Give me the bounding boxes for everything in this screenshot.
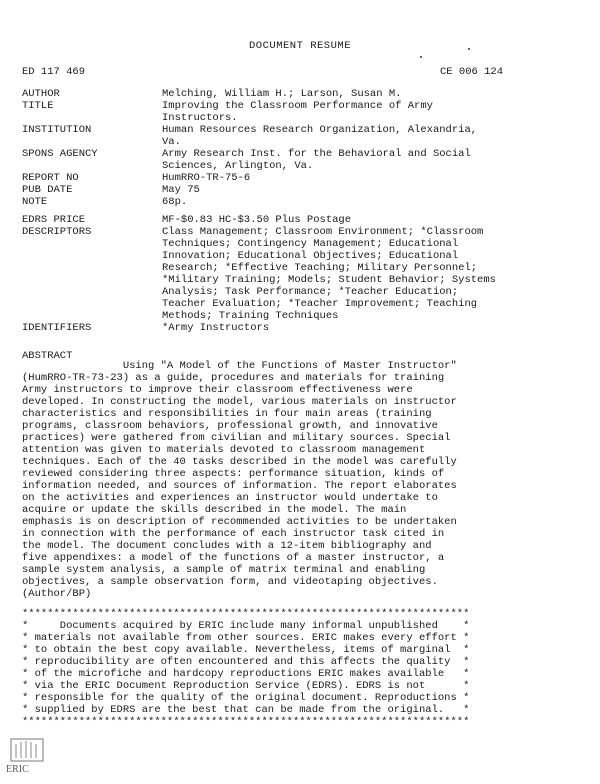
field-value-line: Improving the Classroom Performance of Army bbox=[162, 100, 433, 112]
abstract-line: practices) were gathered from civilian and military sources. Special bbox=[22, 432, 451, 444]
field-value bbox=[162, 184, 582, 196]
document-title: DOCUMENT RESUME bbox=[248, 40, 351, 52]
abstract-body bbox=[22, 360, 562, 600]
field-key: AUTHOR bbox=[22, 88, 60, 100]
abstract-label: ABSTRACT bbox=[22, 350, 73, 362]
field-value-line: Class Management; Classroom Environment; *Classroom bbox=[162, 226, 484, 238]
field-row bbox=[22, 214, 582, 226]
abstract-line: objectives, a sample observation form, and videotaping objectives. bbox=[22, 576, 438, 588]
abstract-line: emphasis is on description of recommended activities to be undertaken bbox=[22, 516, 457, 528]
abstract-line: sample system analysis, a sample of matrix terminal and enabling bbox=[22, 564, 426, 576]
metadata-fields bbox=[22, 88, 582, 334]
field-row bbox=[22, 124, 582, 148]
field-value bbox=[162, 100, 582, 124]
field-value bbox=[162, 322, 582, 334]
field-row bbox=[22, 196, 582, 208]
abstract-line: programs, classroom behaviors, professional growth, and innovative bbox=[22, 420, 438, 432]
abstract-line: five appendixes: a model of the functions of a master instructor, a bbox=[22, 552, 445, 564]
abstract-line: characteristics and responsibilities in four main areas (training bbox=[22, 408, 432, 420]
field-key: DESCRIPTORS bbox=[22, 226, 92, 238]
field-key: NOTE bbox=[22, 196, 48, 208]
abstract-line: acquire or update the skills described in the model. The main bbox=[22, 504, 407, 516]
abstract-line: (HumRRO-TR-73-23) as a guide, procedures and materials for training bbox=[22, 372, 445, 384]
disclaimer-line: * of the microfiche and hardcopy reproductions ERIC makes available * bbox=[22, 668, 470, 680]
field-value-line: Sciences, Arlington, Va. bbox=[162, 160, 314, 172]
abstract-line: developed. In constructing the model, various materials on instructor bbox=[22, 396, 457, 408]
field-value-line: Teacher Evaluation; *Teacher Improvement; Teaching bbox=[162, 298, 478, 310]
field-row bbox=[22, 226, 582, 322]
reproduction-disclaimer bbox=[22, 608, 578, 728]
field-row bbox=[22, 184, 582, 196]
disclaimer-line: * responsible for the quality of the original document. Reproductions * bbox=[22, 692, 470, 704]
disclaimer-line: * via the ERIC Document Reproduction Service (EDRS). EDRS is not * bbox=[22, 680, 470, 692]
field-value bbox=[162, 148, 582, 172]
field-value bbox=[162, 172, 582, 184]
field-key: SPONS AGENCY bbox=[22, 148, 98, 160]
abstract-line: on the activities and experiences an instructor would undertake to bbox=[22, 492, 438, 504]
abstract-line: (Author/BP) bbox=[22, 588, 92, 600]
field-value bbox=[162, 226, 582, 322]
abstract-line: reviewed considering three aspects: performance situation, kinds of bbox=[22, 468, 445, 480]
field-value bbox=[162, 124, 582, 148]
field-key: INSTITUTION bbox=[22, 124, 92, 136]
disclaimer-line: * to obtain the best copy available. Nevertheless, items of marginal * bbox=[22, 644, 470, 656]
field-key: PUB DATE bbox=[22, 184, 73, 196]
abstract-line: Army instructors to improve their classroom effectiveness were bbox=[22, 384, 413, 396]
scan-speck bbox=[468, 48, 470, 50]
field-value-line: Research; *Effective Teaching; Military Personnel; bbox=[162, 262, 478, 274]
abstract-line: Using "A Model of the Functions of Master Instructor" bbox=[22, 360, 457, 372]
field-value-line: HumRRO-TR-75-6 bbox=[162, 172, 251, 184]
field-value-line: Techniques; Contingency Management; Educational bbox=[162, 238, 459, 250]
field-key: TITLE bbox=[22, 100, 54, 112]
field-value-line: Instructors. bbox=[162, 112, 238, 124]
field-key: IDENTIFIERS bbox=[22, 322, 92, 334]
field-value-line: Innovation; Educational Objectives; Educational bbox=[162, 250, 459, 262]
field-value bbox=[162, 196, 582, 208]
field-value-line: Human Resources Research Organization, Alexandria, bbox=[162, 124, 478, 136]
disclaimer-line: * Documents acquired by ERIC include many informal unpublished * bbox=[22, 620, 470, 632]
field-value-line: 68p. bbox=[162, 196, 188, 208]
scan-speck bbox=[420, 56, 422, 58]
abstract-line: in connection with the performance of each instructor task cited in bbox=[22, 528, 445, 540]
ce-number: CE 006 124 bbox=[440, 66, 504, 78]
abstract-line: attention was given to materials devoted to classroom management bbox=[22, 444, 426, 456]
disclaimer-line: *********************************************************************** bbox=[22, 716, 470, 728]
field-value-line: Melching, William H.; Larson, Susan M. bbox=[162, 88, 402, 100]
field-key: EDRS PRICE bbox=[22, 214, 86, 226]
abstract-line: techniques. Each of the 40 tasks described in the model was carefully bbox=[22, 456, 457, 468]
field-value bbox=[162, 214, 582, 226]
eric-logo-text: ERIC bbox=[6, 764, 29, 775]
field-row bbox=[22, 88, 582, 100]
disclaimer-line: * materials not available from other sources. ERIC makes every effort * bbox=[22, 632, 470, 644]
field-row bbox=[22, 322, 582, 334]
field-row bbox=[22, 172, 582, 184]
field-value-line: *Army Instructors bbox=[162, 322, 270, 334]
field-key: REPORT NO bbox=[22, 172, 79, 184]
disclaimer-line: *********************************************************************** bbox=[22, 608, 470, 620]
field-row bbox=[22, 148, 582, 172]
field-value-line: MF-$0.83 HC-$3.50 Plus Postage bbox=[162, 214, 352, 226]
disclaimer-line: * supplied by EDRS are the best that can be made from the original. * bbox=[22, 704, 470, 716]
abstract-line: the model. The document concludes with a 12-item bibliography and bbox=[22, 540, 432, 552]
field-value-line: *Military Training; Models; Student Behavior; Systems bbox=[162, 274, 496, 286]
field-value-line: Analysis; Task Performance; *Teacher Education; bbox=[162, 286, 459, 298]
field-value-line: Methods; Training Techniques bbox=[162, 310, 339, 322]
disclaimer-line: * reproducibility are often encountered and this affects the quality * bbox=[22, 656, 470, 668]
field-value bbox=[162, 88, 582, 100]
field-row bbox=[22, 100, 582, 124]
field-value-line: May 75 bbox=[162, 184, 200, 196]
abstract-line: information needed, and sources of information. The report elaborates bbox=[22, 480, 457, 492]
field-value-line: Va. bbox=[162, 136, 181, 148]
ed-number: ED 117 469 bbox=[22, 66, 86, 78]
field-value-line: Army Research Inst. for the Behavioral and Social bbox=[162, 148, 471, 160]
